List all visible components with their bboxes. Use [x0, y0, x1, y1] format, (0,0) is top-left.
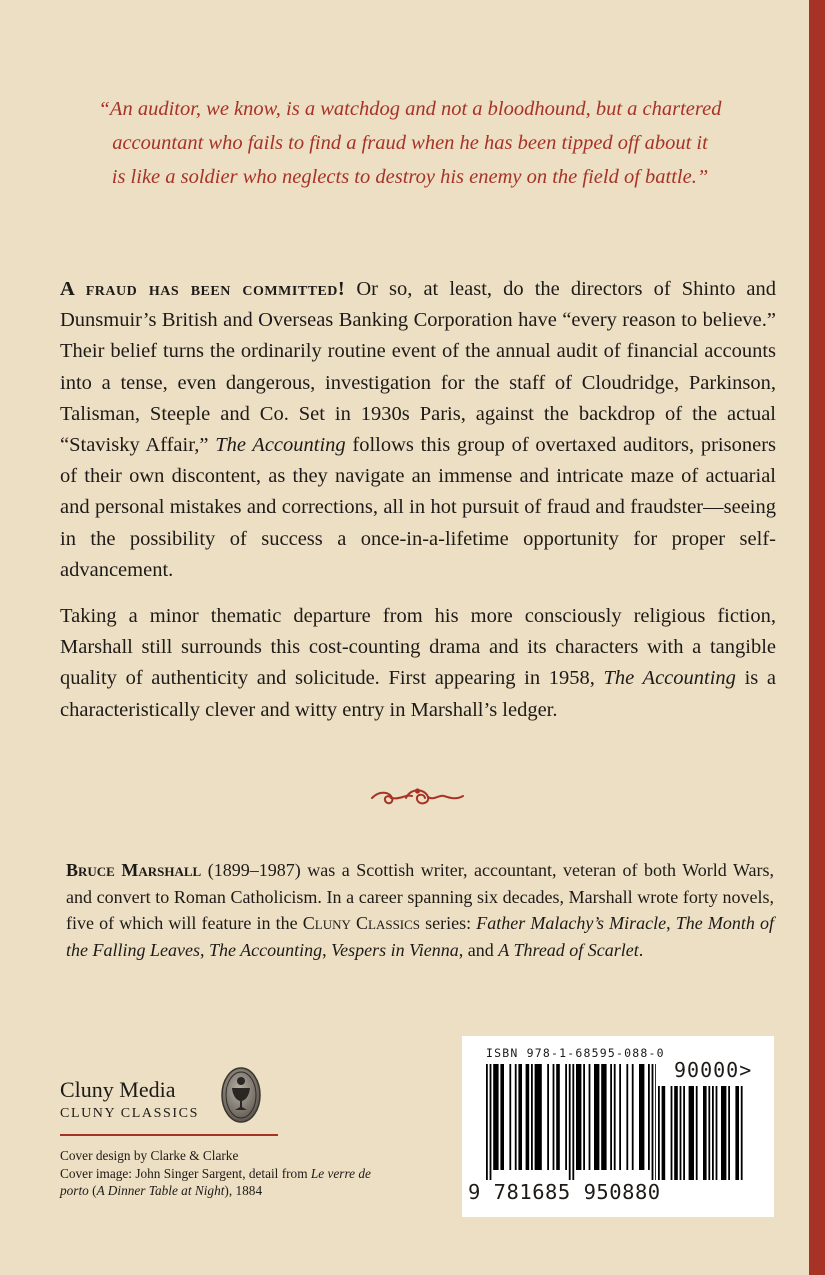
barcode-bar: [565, 1064, 567, 1170]
barcode-bar: [735, 1086, 739, 1180]
barcode-bar: [639, 1064, 644, 1170]
isbn-barcode-panel: [462, 1036, 774, 1217]
publisher-name: Cluny Media: [60, 1077, 176, 1102]
bio-text: .: [638, 939, 644, 960]
series-name: Cluny Classics: [302, 913, 421, 933]
barcode-bar: [619, 1064, 621, 1170]
barcode-bar: [572, 1064, 574, 1180]
barcode-bar: [583, 1064, 585, 1170]
barcode-bar: [626, 1064, 628, 1170]
barcode-bar: [671, 1086, 673, 1180]
artwork-title: Le verre de porto: [60, 1165, 371, 1198]
barcode-bar: [589, 1064, 591, 1170]
book-blurb: [60, 274, 776, 726]
chalice-seal-icon: [220, 1066, 262, 1124]
barcode-bar: [658, 1086, 660, 1180]
book-title: The Accounting: [215, 434, 346, 457]
barcode-bar: [509, 1064, 511, 1170]
quote-line: “An auditor, we know, is a watchdog and not a bloodhound, but a chartered: [98, 98, 722, 120]
barcode-bar: [556, 1064, 560, 1170]
barcode-bar: [547, 1064, 549, 1170]
quote-line: accountant who fails to find a fraud when he has been tipped off about it: [112, 132, 708, 154]
credit-text: Cover image: John Singer Sargent, detail from: [60, 1165, 311, 1181]
author-name: Bruce Marshall: [66, 860, 202, 880]
ean13-barcode: [486, 1064, 656, 1180]
barcode-bar: [576, 1064, 581, 1170]
book-title: The Accounting: [208, 939, 323, 960]
barcode-bar: [594, 1064, 599, 1170]
barcode-bar: [486, 1064, 488, 1180]
barcode-bar: [518, 1064, 522, 1170]
addon-barcode: [658, 1086, 758, 1180]
barcode-bar: [610, 1064, 612, 1170]
barcode-bar: [632, 1064, 634, 1170]
quote-line: is like a soldier who neglects to destroy his enemy on the field of battle.”: [111, 166, 709, 188]
artwork-title: A Dinner Table at Night: [96, 1183, 225, 1198]
book-title: The Accounting: [603, 667, 736, 690]
book-title: Vespers in Vienna: [331, 939, 459, 960]
bio-text: ,: [322, 939, 332, 960]
barcode-bar: [703, 1086, 707, 1180]
barcode-bar: [526, 1064, 530, 1170]
barcode-bar: [614, 1064, 616, 1170]
barcode-bar: [652, 1064, 654, 1180]
blurb-paragraph: [60, 274, 776, 586]
blurb-text: Taking a minor thematic departure from his more consciously religious fiction, Marshall still surrounds this cost-counting drama and its characters with a tangible quality of authenticity and solicitude. First appearing in 1958,: [60, 605, 776, 690]
blurb-text: Or so, at least, do the directors of Shinto and Dunsmuir’s British and Overseas Banking Corporation have “every reason to believe.” Their belief turns the ordinarily routine event of the annual audit of financial accounts into a tense, even dangerous, investigation for the staff of Cloudridge, Parkinson, Talisman, Steeple and Co. Set in 1930s Paris, against the backdrop of the actual “Stavisky Affair,”: [60, 278, 777, 457]
credit-text: (: [88, 1183, 97, 1198]
book-title: A Thread of Scarlet: [498, 939, 639, 960]
bio-text: series:: [420, 913, 477, 933]
spine-edge-strip: [809, 0, 825, 1275]
barcode-bar: [500, 1064, 504, 1170]
barcode-bar: [716, 1086, 718, 1180]
barcode-bar: [515, 1064, 517, 1170]
bio-text: ,: [199, 939, 209, 960]
blurb-text: is a characteristically clever and witty entry in Marshall’s ledger.: [60, 667, 776, 721]
barcode-bar: [569, 1064, 571, 1180]
author-bio: [66, 857, 774, 963]
barcode-bar: [648, 1064, 650, 1170]
blurb-lead-in: A fraud has been committed!: [60, 278, 346, 300]
barcode-bar: [655, 1064, 656, 1180]
credit-line: [60, 1165, 400, 1200]
publisher-series: CLUNY CLASSICS: [60, 1106, 199, 1121]
bio-text: , and: [458, 939, 499, 960]
barcode-bar: [535, 1064, 542, 1170]
barcode-bar: [696, 1086, 698, 1180]
barcode-bar: [683, 1086, 685, 1180]
ean-digits: 9 781685 950880: [468, 1180, 661, 1204]
barcode-bar: [680, 1086, 682, 1180]
addon-price-code: 90000>: [674, 1058, 753, 1082]
barcode-bar: [689, 1086, 694, 1180]
barcode-bar: [531, 1064, 533, 1170]
publisher-rule: [60, 1134, 278, 1136]
cover-credits: [60, 1147, 400, 1200]
book-title: Father Malachy’s Miracle: [476, 913, 667, 933]
flourish-ornament-icon: [370, 784, 465, 810]
barcode-bar: [662, 1086, 666, 1180]
isbn-label: ISBN 978-1-68595-088-0: [486, 1046, 665, 1060]
barcode-bar: [553, 1064, 555, 1170]
barcode-bar: [490, 1064, 492, 1180]
barcode-bar: [674, 1086, 678, 1180]
credit-text: ), 1884: [224, 1183, 263, 1198]
barcode-bar: [721, 1086, 726, 1180]
book-title: The Month of the Falling Leaves: [66, 913, 775, 960]
barcode-bar: [728, 1086, 730, 1180]
credit-line: Cover design by Clarke & Clarke: [60, 1148, 239, 1163]
barcode-bar: [601, 1064, 606, 1170]
blurb-paragraph: [60, 601, 776, 726]
bio-text: (1899–1987) was a Scottish writer, accountant, veteran of both World Wars, and convert to Roman Catholicism. In a career spanning six decades, Marshall wrote forty novels, five of which will feature in the: [66, 860, 774, 933]
epigraph-quote: [70, 92, 750, 194]
barcode-bar: [708, 1086, 710, 1180]
barcode-bar: [741, 1086, 743, 1180]
blurb-text: follows this group of overtaxed auditors, prisoners of their own discontent, as they navigate an immense and intricate maze of actuarial and personal mistakes and corrections, all in hot pursuit of fraud and fraudster—seeing in the possibility of success a once-in-a-lifetime opportunity for proper self-advancement.: [60, 434, 776, 581]
bio-paragraph: [66, 857, 774, 963]
barcode-bar: [712, 1086, 714, 1180]
barcode-bar: [493, 1064, 498, 1170]
bio-text: ,: [666, 913, 676, 933]
